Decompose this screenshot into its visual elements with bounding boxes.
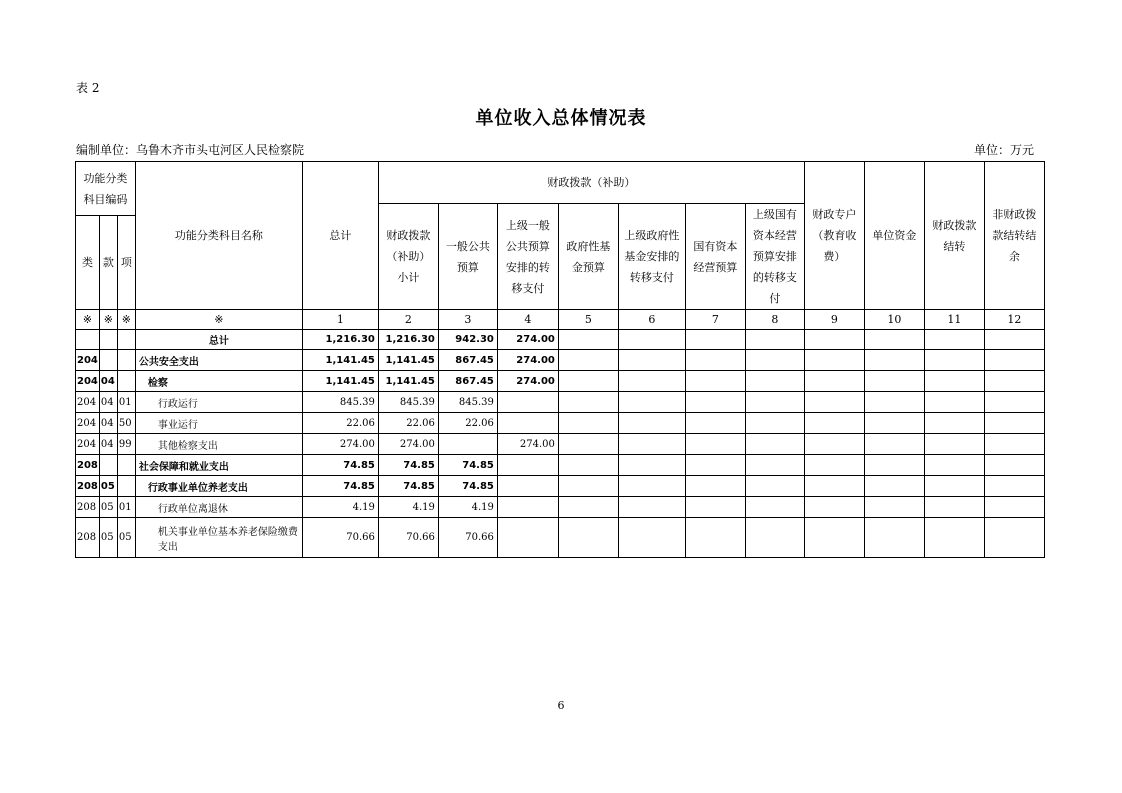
code-kuan: 05 <box>99 518 117 558</box>
value-cell <box>984 330 1044 350</box>
value-cell <box>984 350 1044 371</box>
value-cell: 274.00 <box>378 434 438 455</box>
header-gov-fund: 政府性基金预算 <box>558 204 618 310</box>
value-cell: 22.06 <box>302 413 378 434</box>
value-cell <box>745 371 804 392</box>
value-cell: 845.39 <box>378 392 438 413</box>
code-lei: 208 <box>76 518 100 558</box>
value-cell <box>804 350 864 371</box>
code-lei: 204 <box>76 392 100 413</box>
value-cell: 74.85 <box>378 455 438 476</box>
value-cell <box>685 413 745 434</box>
value-cell: 1,216.30 <box>378 330 438 350</box>
value-cell <box>685 371 745 392</box>
value-cell <box>558 476 618 497</box>
code-lei: 208 <box>76 476 100 497</box>
table-row <box>76 371 1045 392</box>
code-xiang <box>117 330 135 350</box>
value-cell <box>924 518 984 558</box>
value-cell <box>924 330 984 350</box>
code-kuan: 05 <box>99 497 117 518</box>
table-row <box>76 497 1045 518</box>
value-cell: 1,141.45 <box>302 350 378 371</box>
code-lei: 204 <box>76 434 100 455</box>
value-cell <box>497 518 558 558</box>
value-cell <box>984 518 1044 558</box>
value-cell <box>864 330 924 350</box>
code-kuan: 04 <box>99 434 117 455</box>
value-cell <box>558 497 618 518</box>
code-xiang <box>117 476 135 497</box>
value-cell <box>924 476 984 497</box>
index-cell: ※ <box>135 310 302 330</box>
value-cell <box>497 413 558 434</box>
value-cell <box>618 434 685 455</box>
value-cell: 1,141.45 <box>378 371 438 392</box>
value-cell: 274.00 <box>497 350 558 371</box>
value-cell <box>438 434 497 455</box>
value-cell <box>745 497 804 518</box>
value-cell: 1,141.45 <box>302 371 378 392</box>
value-cell <box>745 518 804 558</box>
code-lei: 204 <box>76 413 100 434</box>
value-cell <box>984 455 1044 476</box>
header-fiscal-subtotal: 财政拨款（补助）小计 <box>378 204 438 310</box>
value-cell: 74.85 <box>438 455 497 476</box>
header-upper-state-capital: 上级国有资本经营预算安排的转移支付 <box>745 204 804 310</box>
value-cell <box>924 413 984 434</box>
value-cell <box>924 455 984 476</box>
code-xiang: 99 <box>117 434 135 455</box>
value-cell: 867.45 <box>438 371 497 392</box>
value-cell <box>618 350 685 371</box>
index-cell: ※ <box>99 310 117 330</box>
value-cell <box>984 497 1044 518</box>
value-cell: 845.39 <box>302 392 378 413</box>
value-cell: 274.00 <box>302 434 378 455</box>
value-cell <box>984 392 1044 413</box>
row-name: 行政运行 <box>135 392 302 413</box>
page-number: 6 <box>557 699 565 712</box>
value-cell <box>864 476 924 497</box>
header-upper-fund: 上级政府性基金安排的转移支付 <box>618 204 685 310</box>
code-lei: 208 <box>76 497 100 518</box>
header-fiscal-special: 财政专户（教育收费） <box>804 162 864 310</box>
index-cell: 9 <box>804 310 864 330</box>
index-cell: 7 <box>685 310 745 330</box>
page-title: 单位收入总体情况表 <box>475 108 647 129</box>
value-cell <box>618 518 685 558</box>
value-cell <box>685 434 745 455</box>
table-row <box>76 455 1045 476</box>
code-kuan: 04 <box>99 371 117 392</box>
row-name: 总计 <box>135 330 302 350</box>
value-cell <box>804 413 864 434</box>
code-xiang <box>117 455 135 476</box>
value-cell <box>804 476 864 497</box>
index-cell: 12 <box>984 310 1044 330</box>
value-cell <box>558 330 618 350</box>
value-cell <box>804 330 864 350</box>
compiling-unit-label: 编制单位：乌鲁木齐市头屯河区人民检察院 <box>76 143 305 157</box>
value-cell: 22.06 <box>378 413 438 434</box>
index-cell: 4 <box>497 310 558 330</box>
code-xiang <box>117 371 135 392</box>
value-cell <box>804 434 864 455</box>
code-xiang: 05 <box>117 518 135 558</box>
value-cell <box>745 330 804 350</box>
table-row <box>76 350 1045 371</box>
header-total: 总计 <box>302 162 378 310</box>
value-cell: 4.19 <box>378 497 438 518</box>
index-cell: ※ <box>76 310 100 330</box>
value-cell: 1,141.45 <box>378 350 438 371</box>
value-cell: 845.39 <box>438 392 497 413</box>
code-lei: 204 <box>76 371 100 392</box>
value-cell <box>497 497 558 518</box>
value-cell <box>618 455 685 476</box>
value-cell: 70.66 <box>438 518 497 558</box>
index-cell: ※ <box>117 310 135 330</box>
header-kuan: 款 <box>99 216 117 310</box>
value-cell: 74.85 <box>378 476 438 497</box>
value-cell <box>984 413 1044 434</box>
value-cell <box>924 350 984 371</box>
value-cell <box>618 413 685 434</box>
code-kuan <box>99 330 117 350</box>
value-cell <box>745 434 804 455</box>
value-cell <box>618 392 685 413</box>
row-name: 其他检察支出 <box>135 434 302 455</box>
code-kuan: 05 <box>99 476 117 497</box>
header-non-fiscal: 非财政拨款结转结余 <box>984 162 1044 310</box>
value-cell: 22.06 <box>438 413 497 434</box>
value-cell <box>984 476 1044 497</box>
value-cell: 274.00 <box>497 434 558 455</box>
value-cell <box>864 392 924 413</box>
value-cell <box>558 455 618 476</box>
value-cell <box>558 518 618 558</box>
table-row <box>76 330 1045 350</box>
header-state-capital: 国有资本经营预算 <box>685 204 745 310</box>
row-name: 行政事业单位养老支出 <box>135 476 302 497</box>
value-cell <box>804 497 864 518</box>
code-kuan <box>99 455 117 476</box>
row-name: 机关事业单位基本养老保险缴费支出 <box>135 518 302 558</box>
value-cell: 4.19 <box>438 497 497 518</box>
value-cell <box>685 455 745 476</box>
value-cell <box>864 371 924 392</box>
row-name: 行政单位离退休 <box>135 497 302 518</box>
value-cell <box>924 392 984 413</box>
value-cell <box>497 476 558 497</box>
value-cell <box>618 497 685 518</box>
value-cell <box>558 434 618 455</box>
code-xiang: 01 <box>117 497 135 518</box>
value-cell: 74.85 <box>438 476 497 497</box>
row-name: 检察 <box>135 371 302 392</box>
value-cell <box>804 392 864 413</box>
value-cell <box>745 413 804 434</box>
value-cell <box>618 476 685 497</box>
value-cell: 867.45 <box>438 350 497 371</box>
table-row <box>76 476 1045 497</box>
header-lei: 类 <box>76 216 100 310</box>
value-cell <box>984 434 1044 455</box>
index-cell: 8 <box>745 310 804 330</box>
code-kuan: 04 <box>99 413 117 434</box>
row-name: 事业运行 <box>135 413 302 434</box>
row-name: 公共安全支出 <box>135 350 302 371</box>
header-xiang: 项 <box>117 216 135 310</box>
value-cell <box>864 413 924 434</box>
value-cell: 74.85 <box>302 455 378 476</box>
code-lei <box>76 330 100 350</box>
value-cell <box>924 434 984 455</box>
value-cell <box>864 350 924 371</box>
code-kuan <box>99 350 117 371</box>
value-cell <box>558 350 618 371</box>
header-carryover: 财政拨款结转 <box>924 162 984 310</box>
value-cell <box>685 350 745 371</box>
code-xiang <box>117 350 135 371</box>
value-cell <box>924 497 984 518</box>
value-cell <box>864 518 924 558</box>
value-cell: 74.85 <box>302 476 378 497</box>
index-cell: 3 <box>438 310 497 330</box>
table-row <box>76 518 1045 558</box>
header-func-code: 功能分类科目编码 <box>76 162 136 216</box>
column-index-row <box>76 310 1045 330</box>
table-row <box>76 413 1045 434</box>
table-row <box>76 392 1045 413</box>
header-unit-funds: 单位资金 <box>864 162 924 310</box>
value-cell <box>745 350 804 371</box>
currency-unit-label: 单位：万元 <box>973 143 1034 157</box>
value-cell: 4.19 <box>302 497 378 518</box>
index-cell: 5 <box>558 310 618 330</box>
table-number-label: 表 2 <box>76 81 100 95</box>
header-general-budget: 一般公共预算 <box>438 204 497 310</box>
index-cell: 6 <box>618 310 685 330</box>
value-cell <box>984 371 1044 392</box>
index-cell: 2 <box>378 310 438 330</box>
value-cell <box>558 371 618 392</box>
header-fiscal-group: 财政拨款（补助） <box>378 162 804 204</box>
row-name: 社会保障和就业支出 <box>135 455 302 476</box>
value-cell <box>558 392 618 413</box>
value-cell: 70.66 <box>302 518 378 558</box>
value-cell <box>804 455 864 476</box>
code-xiang: 50 <box>117 413 135 434</box>
value-cell <box>745 476 804 497</box>
code-lei: 208 <box>76 455 100 476</box>
value-cell <box>864 455 924 476</box>
value-cell: 274.00 <box>497 330 558 350</box>
value-cell <box>558 413 618 434</box>
value-cell <box>804 518 864 558</box>
value-cell <box>864 434 924 455</box>
value-cell <box>497 455 558 476</box>
value-cell <box>804 371 864 392</box>
index-cell: 10 <box>864 310 924 330</box>
value-cell <box>618 371 685 392</box>
code-xiang: 01 <box>117 392 135 413</box>
value-cell: 70.66 <box>378 518 438 558</box>
value-cell <box>685 497 745 518</box>
header-func-name: 功能分类科目名称 <box>135 162 302 310</box>
value-cell <box>497 392 558 413</box>
value-cell: 1,216.30 <box>302 330 378 350</box>
value-cell <box>685 476 745 497</box>
value-cell <box>685 392 745 413</box>
value-cell <box>745 455 804 476</box>
income-summary-table <box>75 161 1045 558</box>
code-kuan: 04 <box>99 392 117 413</box>
value-cell: 942.30 <box>438 330 497 350</box>
header-upper-general: 上级一般公共预算安排的转移支付 <box>497 204 558 310</box>
value-cell <box>685 518 745 558</box>
value-cell <box>864 497 924 518</box>
value-cell <box>924 371 984 392</box>
index-cell: 1 <box>302 310 378 330</box>
value-cell: 274.00 <box>497 371 558 392</box>
value-cell <box>685 330 745 350</box>
index-cell: 11 <box>924 310 984 330</box>
code-lei: 204 <box>76 350 100 371</box>
value-cell <box>618 330 685 350</box>
value-cell <box>745 392 804 413</box>
table-row <box>76 434 1045 455</box>
